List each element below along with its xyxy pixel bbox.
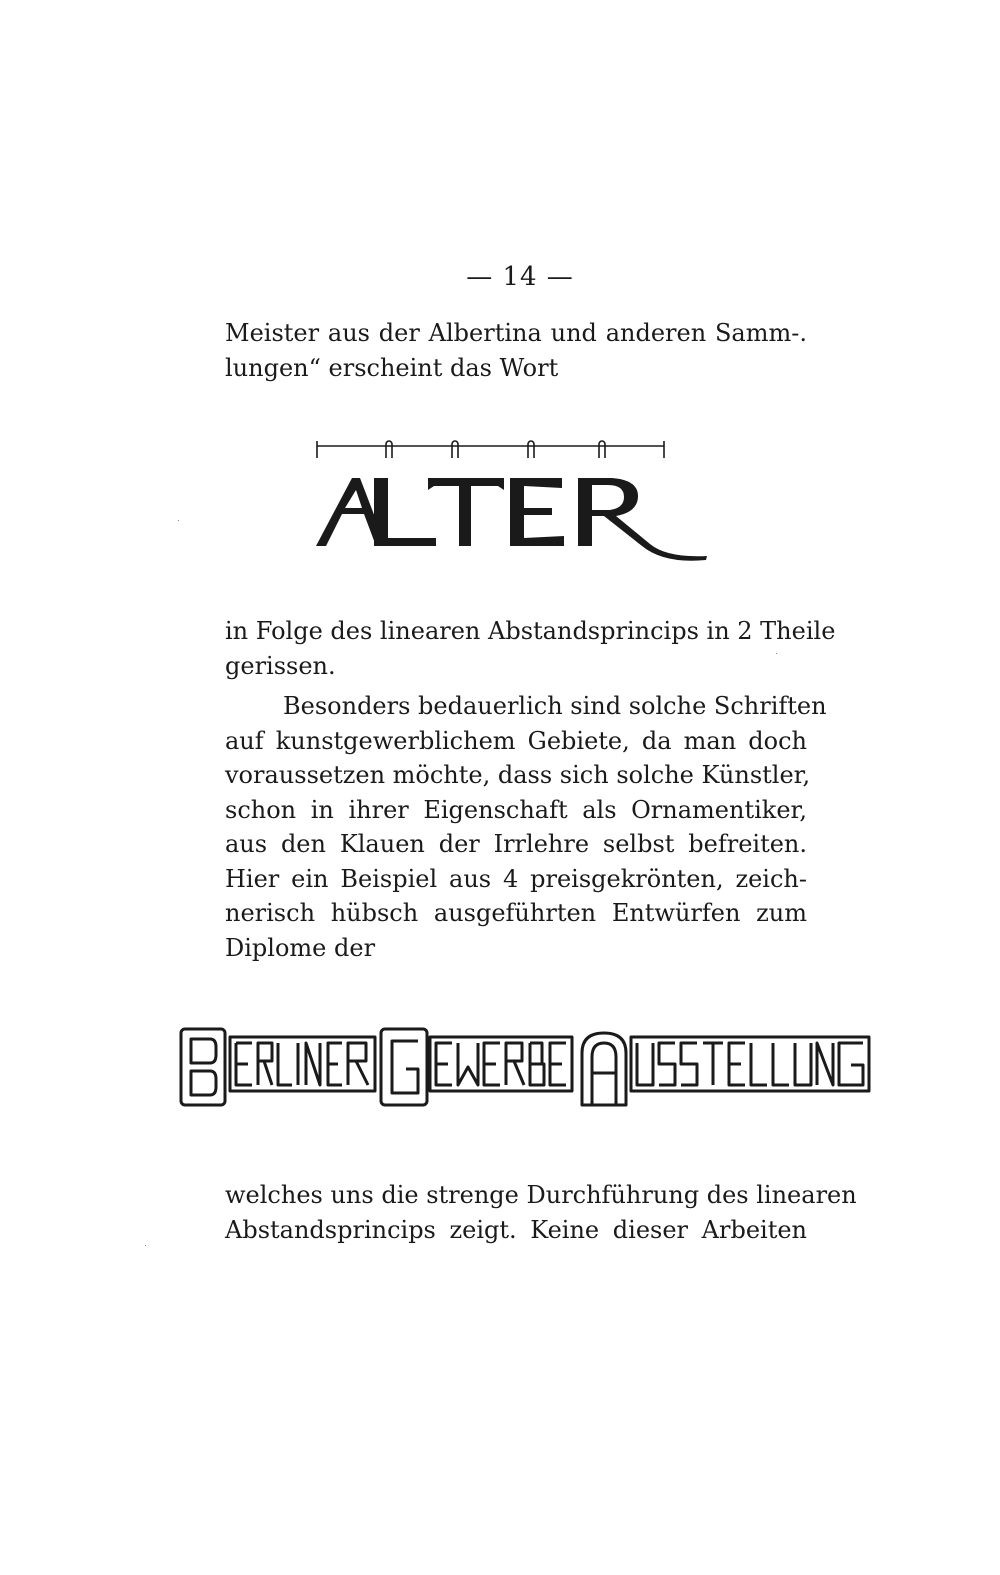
text-line: voraussetzen möchte, dass sich solche Künstler,: [225, 761, 811, 789]
text-line: nerisch hübsch ausgeführten Entwürfen zum: [225, 899, 807, 927]
berliner-gewerbe-ausstellung-lettering-figure: [178, 1023, 873, 1113]
text-line: in Folge des linearen Abstandsprincips in 2 Theile: [225, 617, 836, 645]
alter-lettering-specimen: [312, 438, 712, 573]
text-line: gerissen.: [225, 651, 336, 680]
text-line: schon in ihrer Eigenschaft als Ornamentiker,: [225, 795, 807, 824]
paragraph-3: [225, 689, 827, 965]
paragraph-2: [225, 614, 836, 683]
text-line: welches uns die strenge Durchführung des linearen: [225, 1181, 857, 1209]
text-line: Meister aus der Albertina und anderen Samm-.: [225, 319, 807, 347]
berliner-gewerbe-ausstellung-lettering-specimen: [178, 1023, 873, 1113]
text-line: Diplome der: [225, 933, 376, 962]
text-line: Hier ein Beispiel aus 4 preisgekrönten, zeich-: [225, 864, 807, 893]
stray-mark: [178, 520, 179, 521]
stray-mark: [776, 653, 777, 654]
paragraph-1: [225, 316, 807, 385]
text-line: Abstandsprincips zeigt. Keine dieser Arbeiten: [225, 1215, 807, 1244]
text-line: auf kunstgewerblichem Gebiete, da man doch: [225, 726, 807, 755]
text-line: Besonders bedauerlich sind solche Schriften: [283, 692, 827, 720]
text-line: aus den Klauen der Irrlehre selbst befreiten.: [225, 830, 807, 858]
page-number: — 14 —: [466, 262, 574, 292]
stray-mark: [145, 1245, 146, 1246]
alter-lettering-figure: [312, 438, 712, 573]
paragraph-4: [225, 1178, 857, 1247]
text-line: lungen“ erscheint das Wort: [225, 353, 559, 382]
